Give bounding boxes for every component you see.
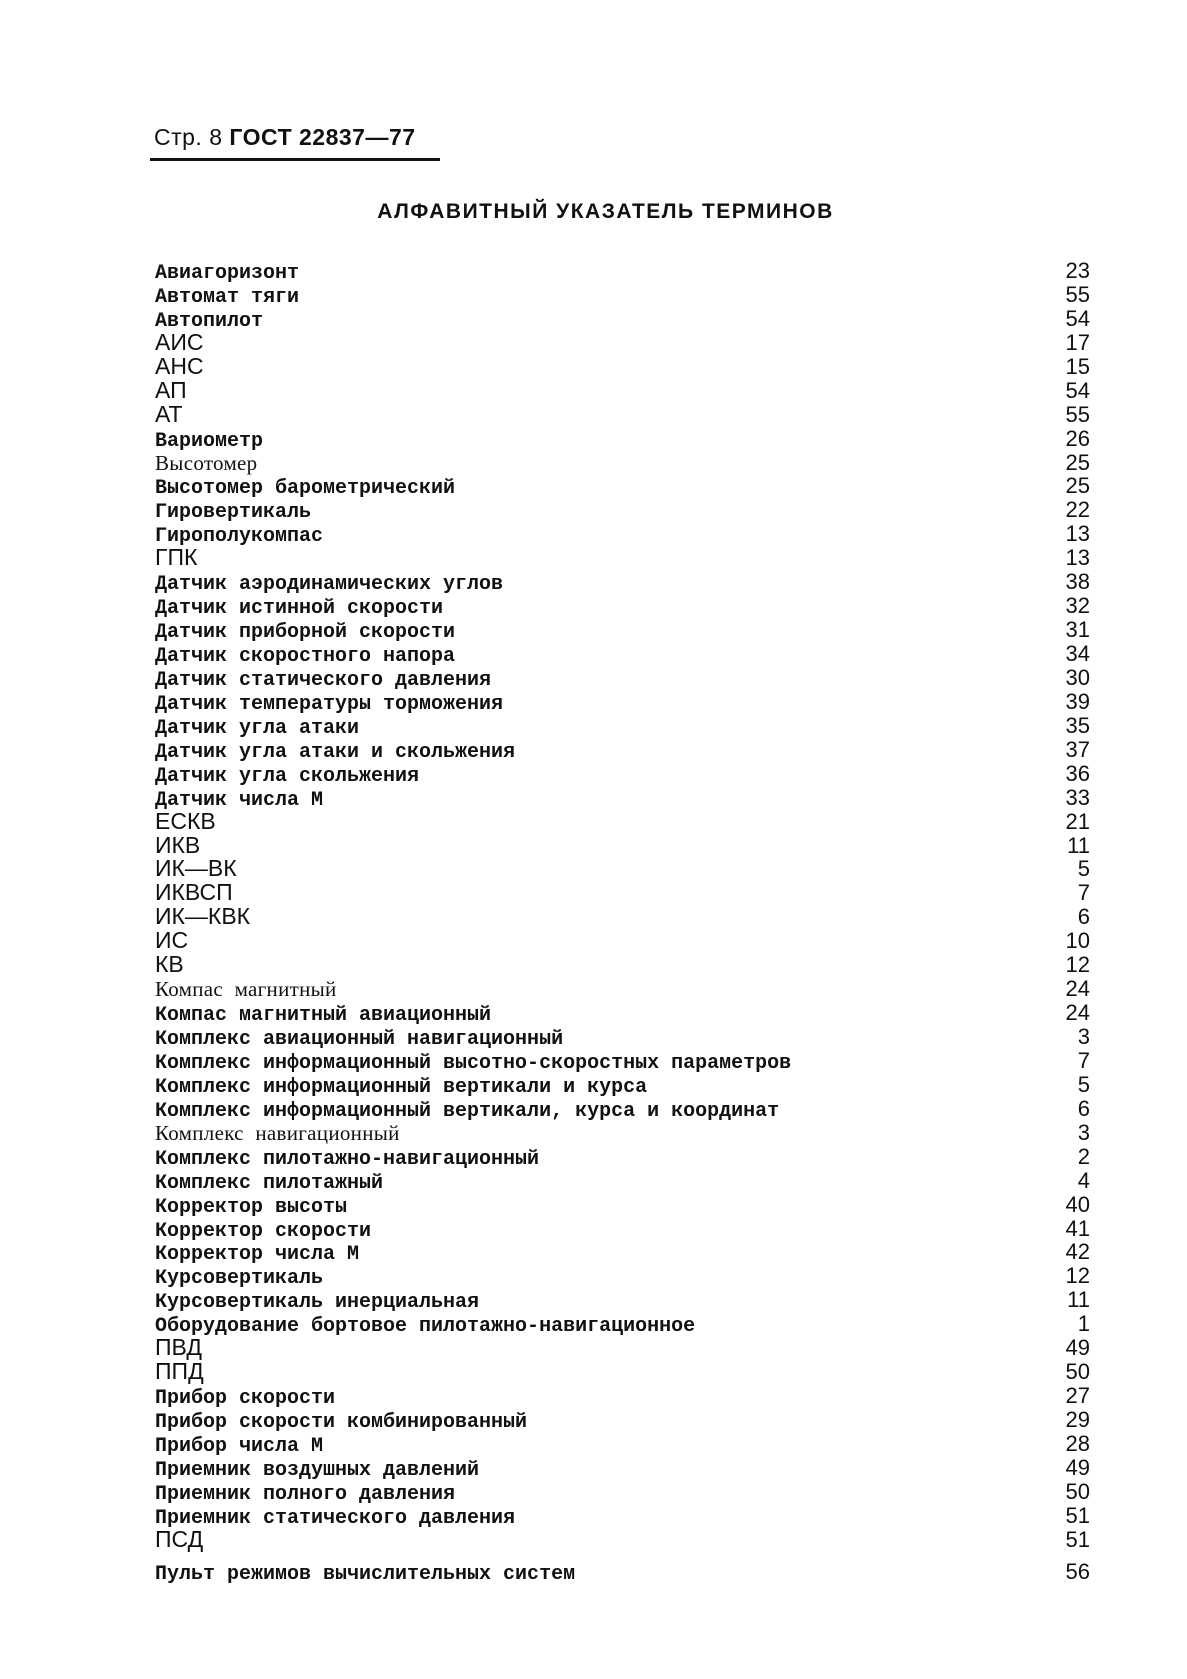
index-page-number: 30 [1065,664,1090,690]
index-term: Датчик угла скольжения [155,764,420,788]
index-page-number: 12 [1065,1263,1090,1289]
index-term: Датчик угла атаки [155,716,360,740]
index-page-number: 39 [1065,688,1090,714]
index-entry [155,831,1090,858]
index-entry [155,762,1090,786]
index-page-number: 31 [1065,617,1090,643]
index-entry [155,714,1090,738]
index-page-number: 40 [1065,1191,1090,1217]
standard-number: ГОСТ 22837—77 [229,124,416,150]
index-page-number: 33 [1065,784,1090,810]
index-page-number: 23 [1065,258,1090,283]
index-entry [155,546,1090,570]
index-entry [155,1000,1090,1028]
index-term: Датчик аэродинамических углов [155,573,504,597]
index-entry [155,1560,1090,1584]
index-term: ИК—ВК [155,855,237,882]
index-entry [155,1049,1090,1073]
index-page-number: 13 [1065,521,1090,547]
page-header [154,124,416,151]
index-page-number: 24 [1065,1000,1090,1026]
index-page-number: 38 [1065,569,1090,595]
index-term: Комплекс пилотажно-навигационный [155,1147,540,1171]
index-entry [155,617,1090,645]
index-entry [155,1217,1090,1241]
index-page-number: 7 [1077,1047,1090,1073]
index-term: Комплекс информационный вертикали и курса [155,1075,648,1099]
index-term: Комплекс информационный вертикали, курса и координат [155,1099,780,1123]
index-page-number: 54 [1065,377,1090,403]
index-term: Авиагоризонт [155,262,300,285]
index-entry [155,259,1090,283]
index-entry [155,807,1090,834]
index-term: ПВД [155,1334,202,1361]
index-term: Датчик истинной скорости [155,597,444,621]
header-divider [150,158,440,161]
index-page-number: 6 [1077,1095,1090,1121]
index-page-number: 55 [1065,281,1090,307]
index-term: Датчик статического давления [155,668,492,692]
index-term: ППД [155,1358,204,1385]
index-entry [155,328,1090,355]
index-entry [155,593,1090,621]
index-term: АП [155,376,187,403]
index-entry [155,1263,1090,1291]
index-term: Приемник статического давления [155,1506,516,1530]
index-page-number: 28 [1065,1430,1090,1456]
index-term: АТ [155,400,183,427]
index-page-number: 27 [1065,1383,1090,1409]
index-page-number: 41 [1065,1215,1090,1241]
index-entry [155,473,1090,501]
index-term: Прибор скорости [155,1387,336,1411]
index-entry [155,1408,1090,1432]
index-page-number: 3 [1077,1024,1090,1049]
index-entry [155,1145,1090,1169]
index-page-number: 49 [1065,1454,1090,1480]
index-page-number: 12 [1065,952,1090,978]
index-page-number: 1 [1077,1311,1090,1337]
index-term: Корректор высоты [155,1195,348,1219]
index-entry [155,1073,1090,1097]
index-term: Корректор скорости [155,1219,372,1243]
index-term: Вариометр [155,429,264,453]
index-term: АИС [155,328,204,355]
index-page-number: 34 [1065,641,1090,666]
index-page-number: 36 [1065,760,1090,786]
index-page-number: 5 [1077,856,1090,882]
index-page-number: 50 [1065,1478,1090,1504]
index-term: Оборудование бортовое пилотажно-навигационное [155,1315,696,1339]
index-term: ИКВСП [155,879,233,906]
index-term: Датчик приборной скорости [155,621,456,645]
index-term: Датчик температуры торможения [155,692,504,716]
index-term: ИКВ [155,831,201,858]
index-entry [155,857,1090,881]
index-entry [155,738,1090,762]
index-entry [155,786,1090,810]
index-page-number: 4 [1077,1167,1090,1193]
index-entry [155,1432,1090,1456]
index-term: Комплекс информационный высотно-скоростных параметров [155,1051,792,1075]
index-page-number: 25 [1065,449,1090,475]
index-term: Пульт режимов вычислительных систем [155,1562,576,1586]
index-term: Датчик угла атаки и скольжения [155,740,516,764]
index-page-number: 17 [1065,329,1090,355]
index-entry [155,1456,1090,1480]
index-entry [155,905,1090,929]
index-term: Автомат тяги [155,285,300,309]
index-term: Комплекс навигационный [155,1120,400,1145]
index-entry [155,1480,1090,1504]
index-entry [155,1287,1090,1315]
index-term: ГПК [155,544,198,571]
index-page-number: 29 [1065,1407,1090,1432]
index-term: Датчик скоростного напора [155,645,456,668]
index-page-number: 49 [1065,1335,1090,1361]
index-term: Комплекс пилотажный [155,1171,384,1195]
index-page-number: 32 [1065,593,1090,619]
index-entry [155,283,1090,307]
index-entry [155,569,1090,597]
index-page-number: 3 [1077,1119,1090,1145]
page-title: АЛФАВИТНЫЙ УКАЗАТЕЛЬ ТЕРМИНОВ [377,200,834,223]
index-page-number: 56 [1065,1558,1090,1584]
index-term: Прибор числа М [155,1434,324,1458]
index-term: Высотомер [155,450,258,475]
index-page-number: 24 [1065,976,1090,1002]
index-entry [155,1193,1090,1217]
index-page-number: 42 [1065,1239,1090,1265]
index-term: Корректор числа М [155,1243,360,1267]
index-entry [155,929,1090,953]
index-term: Компас магнитный [155,977,337,1002]
index-term: Компас магнитный авиационный [155,1004,492,1028]
index-term: АНС [155,352,204,379]
index-entry [155,1121,1090,1145]
index-entry [155,642,1090,666]
index-entry [155,953,1090,977]
index-entry [155,1025,1090,1049]
index-entry [155,352,1090,379]
index-page-number: 25 [1065,473,1090,499]
index-entry [155,1360,1090,1384]
index-entry [155,977,1090,1001]
term-index [155,259,1090,1584]
index-page-number: 2 [1077,1143,1090,1169]
index-page-number: 11 [1067,1287,1090,1313]
page-number: Стр. 8 [154,124,223,150]
index-page-number: 6 [1077,904,1090,930]
index-page-number: 55 [1065,401,1090,427]
index-entry [155,881,1090,905]
index-term: Гирополукомпас [155,525,324,549]
index-entry [155,666,1090,690]
index-entry [155,1383,1090,1411]
index-entry [155,427,1090,451]
index-term: Автопилот [155,309,264,333]
index-entry [155,1311,1090,1339]
index-page-number: 21 [1065,808,1090,834]
index-entry [155,1097,1090,1121]
index-page-number: 50 [1065,1359,1090,1385]
index-page-number: 7 [1077,880,1090,906]
index-page-number: 15 [1065,353,1090,379]
index-page-number: 11 [1067,832,1090,858]
index-entry [155,1504,1090,1528]
index-page-number: 51 [1065,1526,1090,1552]
index-term: ИС [155,927,189,954]
index-term: Приемник полного давления [155,1482,456,1506]
index-entry [155,497,1090,525]
index-term: Курсовертикаль [155,1267,324,1291]
index-entry [155,1239,1090,1267]
index-term: КВ [155,951,184,978]
index-entry [155,451,1090,475]
index-term: ПСД [155,1525,204,1552]
index-page-number: 51 [1065,1502,1090,1528]
index-page-number: 35 [1065,712,1090,738]
index-term: Гировертикаль [155,501,312,525]
index-term: Приемник воздушных давлений [155,1458,480,1482]
index-entry [155,690,1090,714]
index-term: Курсовертикаль инерциальная [155,1291,480,1315]
index-entry [155,400,1090,427]
index-term: Датчик числа М [155,788,324,812]
index-term: Комплекс авиационный навигационный [155,1028,564,1051]
index-entry [155,307,1090,331]
index-page-number: 37 [1065,736,1090,762]
index-entry [155,1336,1090,1360]
index-entry [155,521,1090,549]
index-page-number: 5 [1077,1071,1090,1097]
index-page-number: 54 [1065,305,1090,331]
index-entry [155,1525,1090,1552]
index-page-number: 13 [1065,545,1090,571]
index-term: Высотомер барометрический [155,477,456,501]
index-page-number: 26 [1065,425,1090,451]
index-entry [155,376,1090,403]
index-term: ЕСКВ [155,807,216,834]
index-term: ИК—КВК [155,903,251,930]
index-page-number: 10 [1065,928,1090,954]
index-entry [155,1169,1090,1193]
index-page-number: 22 [1065,497,1090,523]
index-term: Прибор скорости комбинированный [155,1411,528,1434]
